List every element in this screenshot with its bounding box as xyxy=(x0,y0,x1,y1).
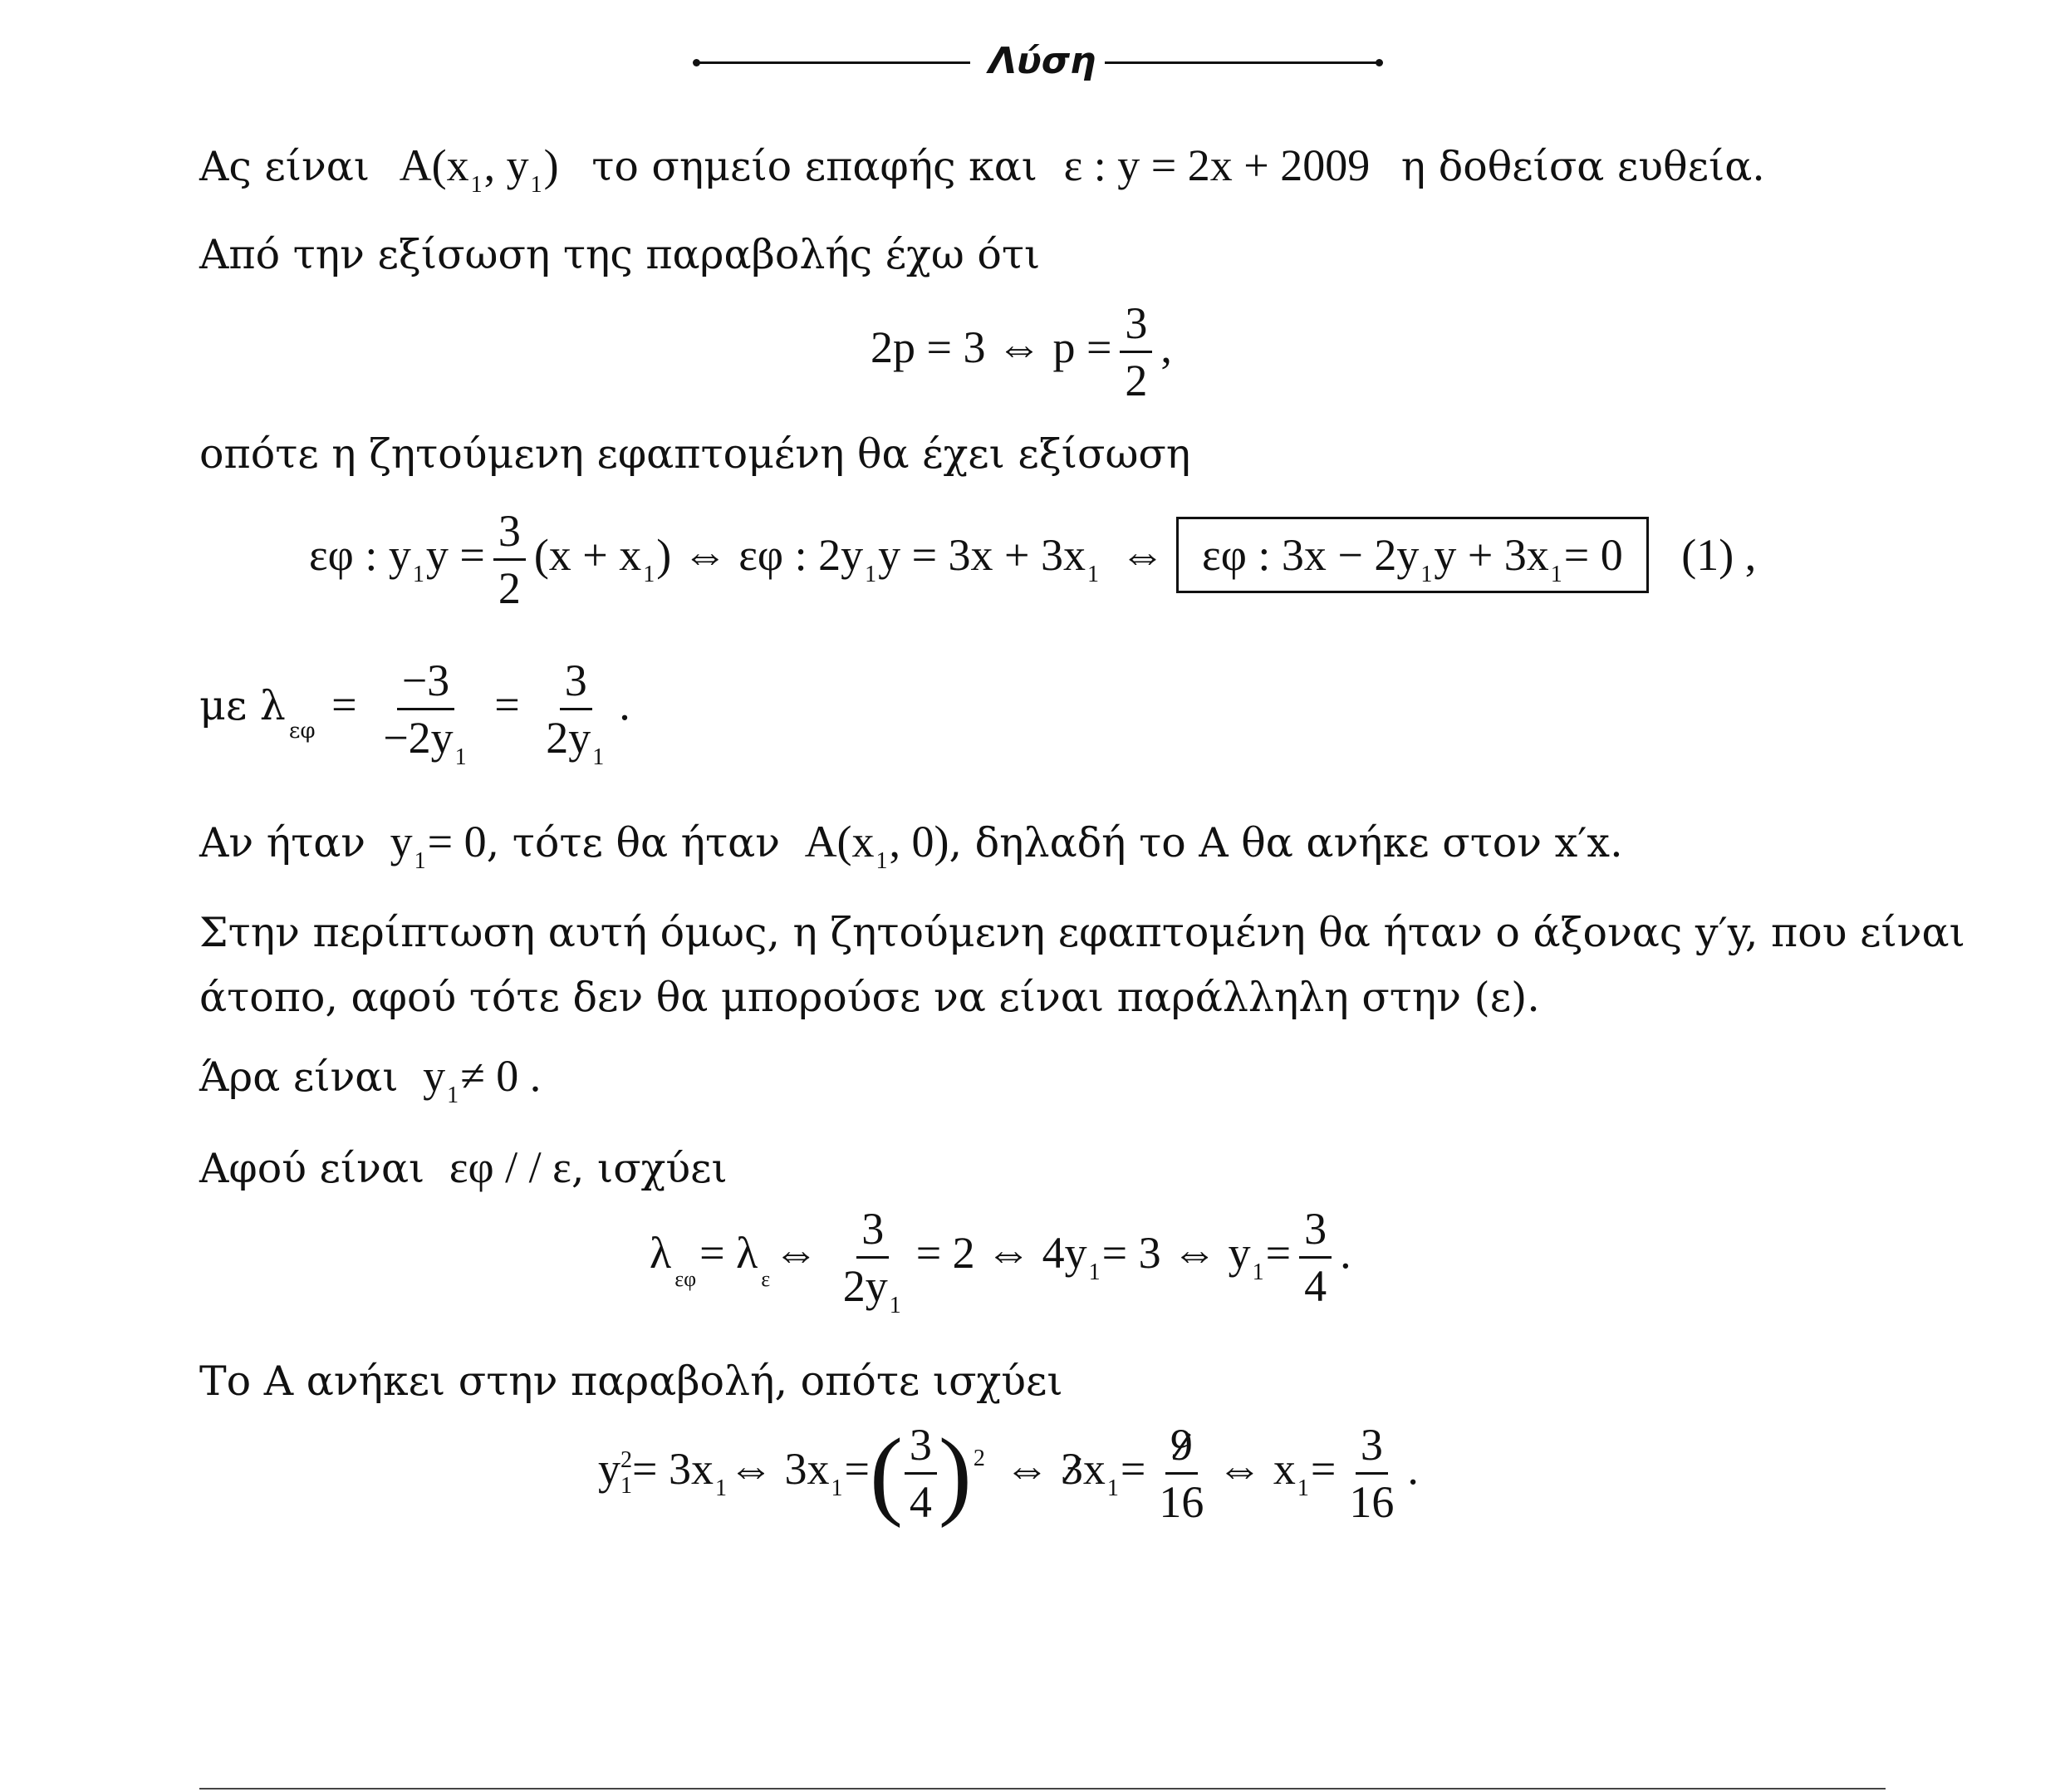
equation-tangent: εφ : $y_1y$ = $\frac{3}{2}$ $(x + x_1)$ ⇔ εφ : $2y_1y = 3x + 3x_1$ ⇔ εφ : $3x - 2y_1y + 3x_1= 0$ (1) , xyxy=(309,506,1757,613)
cancelled-3: 3 xyxy=(1060,1443,1083,1494)
section-title: Λύση xyxy=(988,40,1096,82)
boxed-tangent-equation: εφ : $3x - 2y_1y + 3x_1= 0$ xyxy=(1176,517,1649,593)
line-3: οπότε η ζητούμενη εφαπτομένη θα έχει εξίσωση xyxy=(199,430,1191,478)
line-2: Από την εξίσωση της παραβολής έχω ότι xyxy=(199,231,1041,278)
fraction-3-over-4-paren: $\frac{3}{4}$ xyxy=(905,1422,937,1524)
line-6b: άτοπο, αφού τότε δεν θα μπορούσε να είναι παράλληλη στην (ε). xyxy=(199,974,1540,1021)
cancelled-9: 9 xyxy=(1170,1420,1193,1470)
equation-label-1: (1) , xyxy=(1681,529,1757,580)
footer-rule xyxy=(199,1788,1886,1790)
line-1 xyxy=(199,140,1765,198)
header-rule-left xyxy=(696,61,970,64)
fraction-3-over-2: $\frac{3}{2}$ xyxy=(1120,301,1152,403)
header-rule-right-dot xyxy=(1376,59,1383,66)
header-rule-right xyxy=(1105,61,1379,64)
line-7: Άρα είναι $y_1\ne 0$ . xyxy=(199,1051,542,1108)
fraction-3-over-4: $\frac{3}{4}$ xyxy=(1299,1206,1332,1308)
equation-slopes: $\lambda_{\varepsilon\varphi}=$ $\lambda_\varepsilon\Leftrightarrow$ $\frac{3}{2y_1}$ = 2 ⇔ $4y_1= 3$ ⇔ $y_1=$ $\frac{3}{4}$ . xyxy=(650,1204,1351,1318)
line-1-pre: Ας είναι xyxy=(199,143,370,190)
line-8: Αφού είναι εφ / / ε, ισχύει xyxy=(199,1142,728,1192)
point-A: $A(x_1$, $y_1$) xyxy=(399,140,559,198)
fraction-3-over-16: $\frac{3}{16}$ xyxy=(1349,1420,1395,1527)
line-9: Το A ανήκει στην παραβολή, οπότε ισχύει xyxy=(199,1358,1063,1405)
line-4-slope: με $\lambda_{\varepsilon\varphi}$ = $\frac{-3}{-2y_1}$ = $\frac{3}{2y_1}$ . xyxy=(199,655,630,770)
fraction-3-over-2y1: $\frac{3}{2y_1}$ xyxy=(546,655,605,770)
fraction-minus3-over-minus2y1: $\frac{-3}{-2y_1}$ xyxy=(383,655,467,770)
line-1-equation: ε : y = 2x + 2009 xyxy=(1063,140,1371,190)
line-1-mid: το σημείο επαφής και xyxy=(591,143,1038,190)
line-1-post: η δοθείσα ευθεία. xyxy=(1400,143,1765,190)
equation-p: 2p = 3 ⇔ p = $\frac{3}{2}$ , xyxy=(871,298,1172,405)
fraction-9-over-16: $\frac{9}{16}$ xyxy=(1159,1420,1204,1527)
line-6a: Στην περίπτωση αυτή όμως, η ζητούμενη εφαπτομένη θα ήταν ο άξονας y′y, που είναι xyxy=(199,909,1965,956)
line-5: Αν ήταν $y_1= 0$, τότε θα ήταν $A(x_1$, 0), δηλαδή το A θα ανήκε στον x′x. xyxy=(199,817,1623,874)
equation-x1: y 2 1 = $3x_1\Leftrightarrow$ $3x_1=$( $\frac{3}{4}$ )$^2$ ⇔ $3x_1=$ $\frac{9}{16}$ ⇔ $x_1=$ $\frac{3}{16}$ . xyxy=(598,1417,1419,1529)
fraction-3-over-2y1-b: $\frac{3}{2y_1}$ xyxy=(842,1204,901,1318)
fraction-3-over-2-tangent: $\frac{3}{2}$ xyxy=(493,508,526,611)
